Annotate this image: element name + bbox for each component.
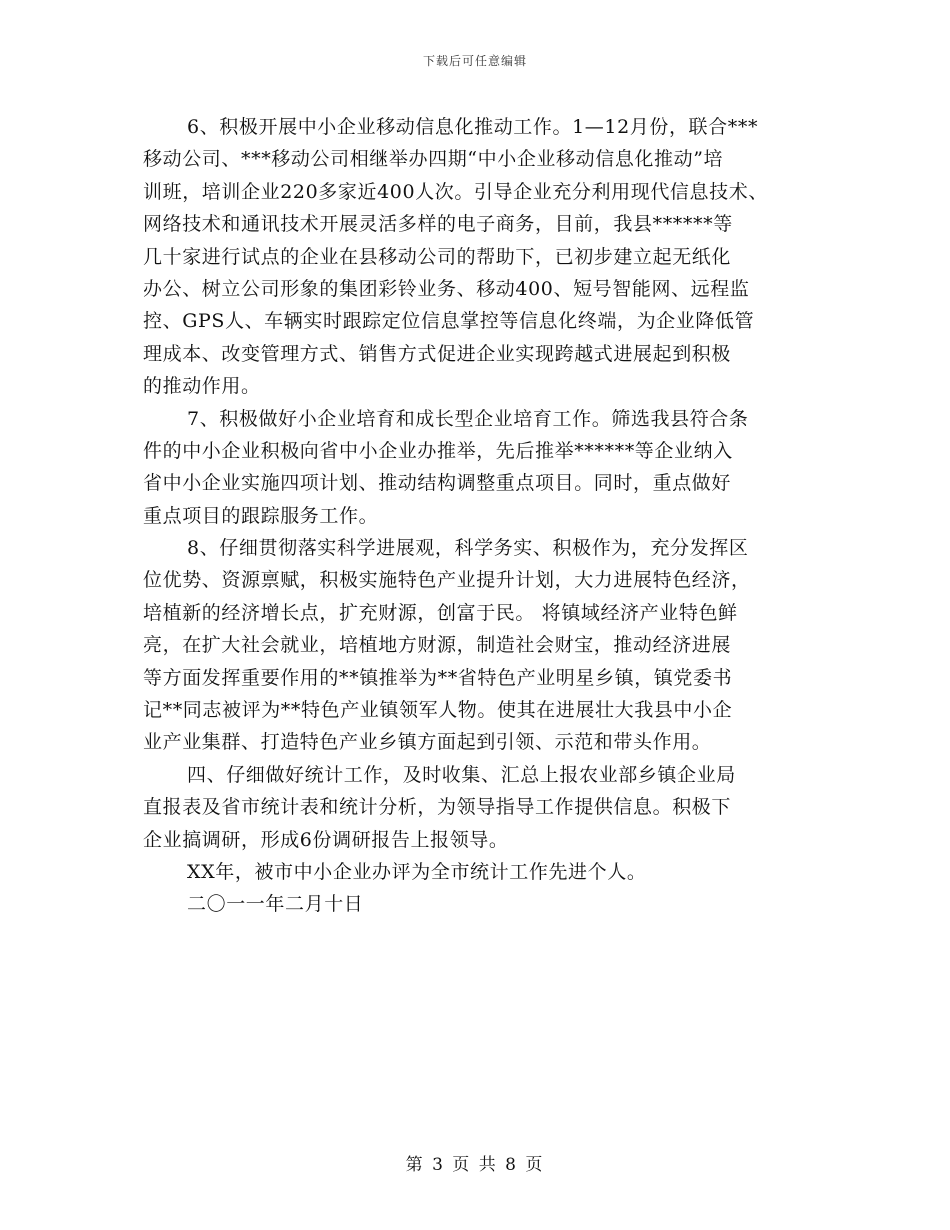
paragraph-line: 理成本、改变管理方式、销售方式促进企业实现跨越式进展起到积极	[143, 342, 732, 365]
paragraph-line: 7、积极做好小企业培育和成长型企业培育工作。筛选我县符合条	[187, 407, 749, 430]
paragraph-line: 控、GPS人、车辆实时跟踪定位信息掌控等信息化终端，为企业降低管	[143, 310, 755, 333]
paragraph-line: 省中小企业实施四项计划、推动结构调整重点项目。同时，重点做好	[143, 472, 732, 495]
paragraph-line: 移动公司、***移动公司相继举办四期“中小企业移动信息化推动”培	[143, 148, 724, 171]
paragraph-line: 培植新的经济增长点，扩充财源，创富于民。 将镇域经济产业特色鲜	[143, 601, 738, 624]
paragraph-line: 几十家进行试点的企业在县移动公司的帮助下，已初步建立起无纸化	[143, 245, 732, 268]
paragraph-line: 6、积极开展中小企业移动信息化推动工作。1—12月份，联合***	[187, 116, 759, 138]
paragraph-6	[143, 111, 833, 403]
paragraph-line: 重点项目的跟踪服务工作。	[143, 504, 379, 527]
paragraph-line: 网络技术和通讯技术开展灵活多样的电子商务，目前，我县******等	[143, 213, 733, 236]
paragraph-line: 训班，培训企业220多家近400人次。引导企业充分利用现代信息技术、	[143, 180, 768, 203]
paragraph-line: 业产业集群、打造特色产业乡镇方面起到引领、示范和带头作用。	[143, 731, 712, 754]
header-note: 下载后可任意编辑	[422, 54, 527, 68]
page-number-footer: 第 3 页 共 8 页	[405, 1155, 545, 1175]
paragraph-award	[143, 856, 833, 888]
paragraph-line: 的推动作用。	[143, 375, 261, 398]
paragraph-line: 办公、树立公司形象的集团彩铃业务、移动400、短号智能网、远程监	[143, 277, 750, 300]
paragraph-line: 直报表及省市统计表和统计分析，为领导指导工作提供信息。积极下	[143, 796, 732, 819]
paragraph-7	[143, 403, 833, 533]
paragraph-statistics	[143, 759, 833, 856]
document-body	[143, 111, 833, 921]
document-date: 二〇一一年二月十日	[187, 893, 364, 916]
paragraph-line: 位优势、资源禀赋，积极实施特色产业提升计划，大力进展特色经济，	[143, 569, 751, 592]
paragraph-line: 企业搞调研，形成6份调研报告上报领导。	[143, 828, 509, 851]
paragraph-line: 8、仔细贯彻落实科学进展观，科学务实、积极作为，充分发挥区	[187, 537, 749, 560]
paragraph-line: 等方面发挥重要作用的**镇推举为**省特色产业明星乡镇，镇党委书	[143, 666, 733, 689]
paragraph-line: 四、仔细做好统计工作，及时收集、汇总上报农业部乡镇企业局	[187, 763, 736, 786]
paragraph-line: 件的中小企业积极向省中小企业办推举，先后推举******等企业纳入	[143, 439, 733, 462]
paragraph-8	[143, 532, 833, 759]
paragraph-line: 亮，在扩大社会就业，培植地方财源，制造社会财宝，推动经济进展	[143, 634, 732, 657]
paragraph-line: 记**同志被评为**特色产业镇领军人物。使其在进展壮大我县中小企	[143, 699, 733, 722]
paragraph-date	[143, 888, 833, 920]
paragraph-line: XX年，被市中小企业办评为全市统计工作先进个人。	[187, 860, 647, 883]
